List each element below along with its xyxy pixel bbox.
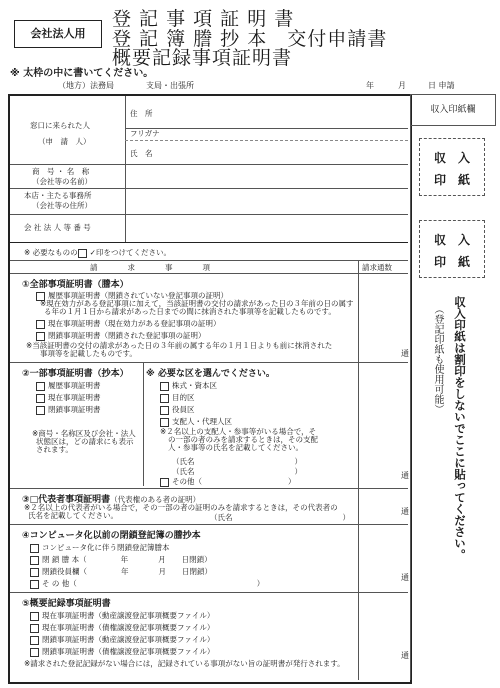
sec2-note-b: 状態区は，どの請求にも表示 xyxy=(36,437,134,446)
head-office-label: 本店・主たる事務所 xyxy=(24,191,92,200)
sec3-title[interactable]: ③□代表者事項証明書（代表権のある者の証明） xyxy=(22,495,201,505)
zone-officers[interactable]: 役員区 xyxy=(160,404,195,415)
zone-managers[interactable]: 支配人・代理人区 xyxy=(160,416,232,427)
head-office-sub: （会社等の住所） xyxy=(32,201,92,210)
sec2-item1[interactable]: 履歴事項証明書 xyxy=(36,380,101,391)
sec2-copies[interactable]: 通 xyxy=(401,471,409,480)
sec5-title: ⑤概要記録事項証明書 xyxy=(22,599,111,609)
sec1-note3a: ※当該証明書の交付の請求があった日の３年前の属する年の１月１日よりも前に抹消された xyxy=(26,341,333,350)
instruction-text: ※ 太枠の中に書いてください。 xyxy=(10,68,154,79)
trade-name-label: 商 号 ・ 名 称 xyxy=(32,167,90,176)
sec5-note: ※請求された登記記録がない場合には，記録されている事項がない旨の証明書が発行されます。 xyxy=(24,659,345,668)
sec2-item3[interactable]: 閉鎖事項証明書 xyxy=(36,404,101,415)
sec1-item1[interactable]: 履歴事項証明書（閉鎖されていない登記事項の証明） xyxy=(36,290,228,301)
sec2-zone-title: ※ 必要な区を選んでください。 xyxy=(146,369,275,379)
zone-shares[interactable]: 株式・資本区 xyxy=(160,380,217,391)
address-label: 住 所 xyxy=(130,109,153,118)
sec3-note-a: ※２名以上の代表者がいる場合で，その一部の者の証明のみを請求するときは，その代表者の xyxy=(24,503,338,512)
zone-purpose[interactable]: 目的区 xyxy=(160,392,195,403)
sec4-item2[interactable]: 閉 鎖 謄 本（ 年 月 日閉鎖） xyxy=(30,554,212,565)
furigana-label: フリガナ xyxy=(130,129,160,138)
date-month: 月 xyxy=(398,81,406,90)
sec3-note-b: 氏名を記載してください。 xyxy=(28,511,118,520)
name-field[interactable] xyxy=(160,144,400,160)
sec5-item3[interactable]: 閉鎖事項証明書（動産譲渡登記事項概要ファイル） xyxy=(30,634,214,645)
date-year: 年 xyxy=(366,81,374,90)
sec2-item2[interactable]: 現在事項証明書 xyxy=(36,392,101,403)
address-field[interactable] xyxy=(160,104,400,120)
title-line-3: 概要記録事項証明書 xyxy=(112,47,293,69)
sec1-title: ①全部事項証明書（謄本） xyxy=(22,280,129,290)
trade-name-field[interactable] xyxy=(128,166,404,188)
request-items-header: 請 求 事 項 xyxy=(90,263,210,272)
zone-name-b[interactable]: （氏名 ） xyxy=(172,467,302,476)
sec2-note-c: されます。 xyxy=(36,445,73,454)
sec3-name[interactable]: （氏名 ） xyxy=(210,513,350,522)
sec2-note-a: ※商号・名称区及び会社・法人 xyxy=(32,429,136,438)
corporate-use-label: 会社法人用 xyxy=(14,20,102,48)
sec2-title: ②一部事項証明書（抄本） xyxy=(22,369,129,379)
corp-number-label: 会 社 法 人 等 番 号 xyxy=(24,223,91,232)
sec4-item3[interactable]: 閉鎖役員欄（ 年 月 日閉鎖） xyxy=(30,566,212,577)
sec4-copies[interactable]: 通 xyxy=(401,573,409,582)
date-day-apply: 日 申請 xyxy=(428,81,455,90)
application-form xyxy=(8,94,412,684)
sec1-copies[interactable]: 通 xyxy=(401,349,409,358)
check-note: ※ 必要なものの ✓印をつけてください。 xyxy=(24,248,171,257)
sec1-note3b: 事項等を記載したものです。 xyxy=(40,349,137,358)
zone-note-b: の一部の者のみを請求するときは，その支配 xyxy=(168,435,318,444)
sec1-note1a: ※現在効力がある登記事項に加えて，当該証明書の交付の請求があった日の３年前の日の属す xyxy=(40,299,354,308)
sec5-item4[interactable]: 閉鎖事項証明書（債権譲渡登記事項概要ファイル） xyxy=(30,646,214,657)
stamp-box-1[interactable]: 収 入 印 紙 xyxy=(419,138,485,196)
stamp-column-header: 収入印紙欄 xyxy=(410,94,496,126)
zone-other[interactable]: その他（ ） xyxy=(160,476,296,487)
sec5-copies[interactable]: 通 xyxy=(401,651,409,660)
stamp-instruction: 収入印紙は割印をしないでここに貼ってください。 xyxy=(453,296,467,561)
sec4-title: ④コンピュータ化以前の閉鎖登記簿の謄抄本 xyxy=(22,531,201,541)
zone-note-a: ※２名以上の支配人・参事等がいる場合で，そ xyxy=(160,427,317,436)
sec3-copies[interactable]: 通 xyxy=(401,507,409,516)
trade-name-sub: （会社等の名前） xyxy=(32,177,92,186)
sec1-item3[interactable]: 閉鎖事項証明書（閉鎖された登記事項の証明） xyxy=(36,330,206,341)
revenue-stamp-note: （登記印紙も使用可能） xyxy=(432,304,443,414)
sec5-item2[interactable]: 現在事項証明書（債権譲渡登記事項概要ファイル） xyxy=(30,622,214,633)
sec1-note1b: る年の１月１日から請求があった日までの間に抹消された事項等を記載したものです。 xyxy=(44,307,336,316)
name-label: 氏 名 xyxy=(130,149,153,158)
office-line: （地方）法務局 支局・出張所 xyxy=(58,81,194,90)
head-office-field[interactable] xyxy=(128,190,404,212)
zone-name-a[interactable]: （氏名 ） xyxy=(172,457,302,466)
window-person-label: 窓口に来られた人 xyxy=(30,121,90,130)
sec4-item4[interactable]: そ の 他（ ） xyxy=(30,578,264,589)
copies-header: 請求通数 xyxy=(362,263,392,272)
sec4-item1[interactable]: コンピュータ化に伴う閉鎖登記簿謄本 xyxy=(30,542,170,553)
sec1-item2[interactable]: 現在事項証明書（現在効力がある登記事項の証明） xyxy=(36,318,221,329)
applicant-label: （申 請 人） xyxy=(38,137,91,146)
stamp-box-2[interactable]: 収 入 印 紙 xyxy=(419,220,485,278)
zone-note-c: 人・参事等の氏名を記載してください。 xyxy=(168,443,303,452)
sec5-item1[interactable]: 現在事項証明書（動産譲渡登記事項概要ファイル） xyxy=(30,610,214,621)
corp-number-field[interactable] xyxy=(128,216,404,238)
title-line-2: 登 記 簿 謄 抄 本 交付申請書 xyxy=(112,28,388,50)
title-line-1: 登 記 事 項 証 明 書 xyxy=(112,8,295,30)
